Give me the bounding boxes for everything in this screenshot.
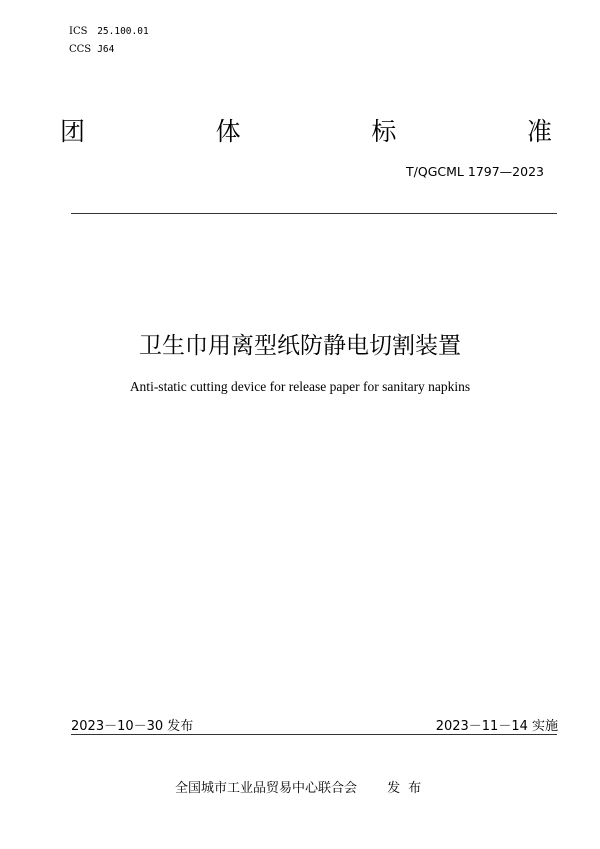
standard-type-char-4: 准 <box>526 117 552 146</box>
ics-value: 25.100.01 <box>97 26 149 37</box>
top-divider <box>71 213 557 214</box>
ccs-value: J64 <box>97 44 115 55</box>
standard-type-char-2: 体 <box>215 117 241 146</box>
chinese-title: 卫生巾用离型纸防静电切割装置 <box>139 333 461 359</box>
ics-label: ICS <box>69 26 88 37</box>
ccs-label: CCS <box>69 44 92 55</box>
publisher-line <box>175 777 429 796</box>
standard-type-char-3: 标 <box>371 117 397 146</box>
publisher-action: 发布 <box>387 781 430 796</box>
english-title: Anti-static cutting device for release paper for sanitary napkins <box>129 379 471 394</box>
ccs-line <box>69 44 114 55</box>
ics-line <box>69 26 149 37</box>
publisher-name: 全国城市工业品贸易中心联合会 <box>175 781 358 796</box>
implement-date: 2023－11－14 实施 <box>435 719 558 734</box>
bottom-divider <box>71 734 557 735</box>
issue-date: 2023－10－30 发布 <box>71 719 194 734</box>
standard-type-title <box>60 112 552 148</box>
standard-type-char-1: 团 <box>60 117 86 146</box>
standard-number: T/QGCML 1797—2023 <box>406 164 544 179</box>
